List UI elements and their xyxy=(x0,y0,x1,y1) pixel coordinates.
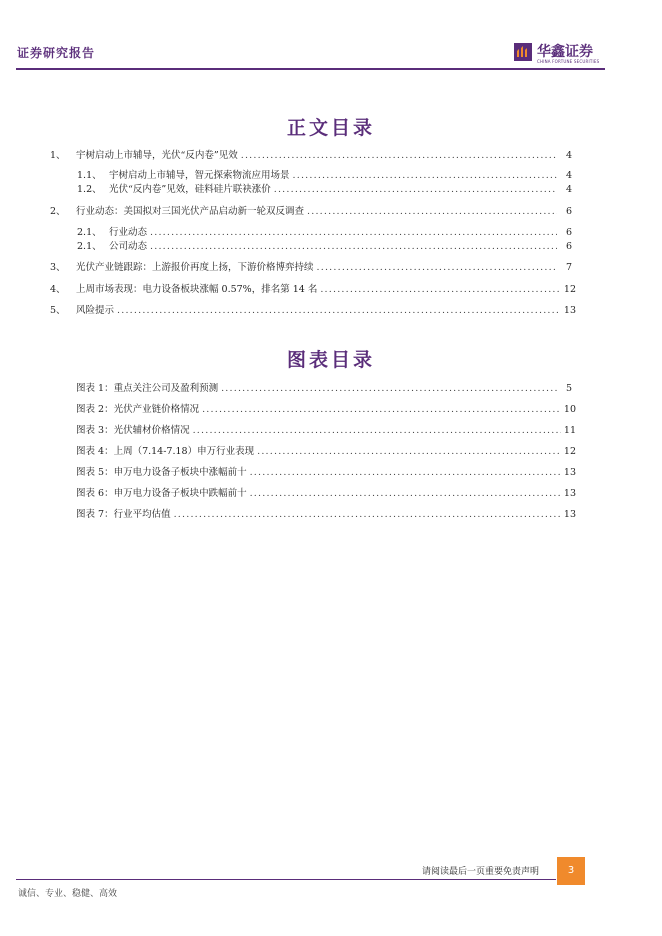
toc-leader-dots xyxy=(274,184,557,195)
toc-entry[interactable] xyxy=(77,224,572,238)
toc-leader-dots xyxy=(202,404,561,415)
toc-entry-page: 4 xyxy=(565,184,572,195)
figure-toc-entry[interactable] xyxy=(76,401,576,415)
toc-entry-text: 行业动态 xyxy=(109,227,148,238)
toc-entry-page: 6 xyxy=(565,241,572,252)
toc-leader-dots xyxy=(307,206,557,217)
figure-toc-entry[interactable] xyxy=(76,506,576,520)
figure-toc-entry[interactable] xyxy=(76,464,576,478)
toc-entry-page: 6 xyxy=(565,206,572,217)
toc-entry-page: 4 xyxy=(565,170,572,181)
toc-entry-number: 5、 xyxy=(50,305,66,316)
toc-entry-page: 12 xyxy=(563,284,576,295)
toc-entry-number: 3、 xyxy=(50,262,66,273)
toc-leader-dots xyxy=(193,425,561,436)
toc-entry-text: 上周市场表现：电力设备板块涨幅 0.57%，排名第 14 名 xyxy=(76,284,318,295)
figure-toc-entry-text: 图表 4：上周（7.14-7.18）申万行业表现 xyxy=(76,446,255,457)
toc-entry-number: 1、 xyxy=(50,150,66,161)
header-divider xyxy=(16,68,605,70)
toc-entry-page: 7 xyxy=(565,262,572,273)
figure-toc-entry[interactable] xyxy=(76,380,572,394)
figure-toc-entry-text: 图表 1：重点关注公司及盈利预测 xyxy=(76,383,219,394)
toc-entry-number: 2.1、 xyxy=(77,227,102,238)
toc-entry-page: 4 xyxy=(565,150,572,161)
toc-leader-dots xyxy=(221,383,557,394)
figure-toc-entry-page: 10 xyxy=(563,404,576,415)
figure-toc-entry-page: 5 xyxy=(565,383,572,394)
figure-toc-entry-text: 图表 2：光伏产业链价格情况 xyxy=(76,404,200,415)
toc-entry[interactable] xyxy=(77,181,572,195)
toc-entry-number: 1.2、 xyxy=(77,184,102,195)
figure-toc-entry-page: 12 xyxy=(563,446,576,457)
figure-toc-entry-text: 图表 6：申万电力设备子板块中跌幅前十 xyxy=(76,488,247,499)
toc-leader-dots xyxy=(150,241,557,252)
logo-name-en: CHINA FORTUNE SECURITIES xyxy=(537,59,600,64)
toc-entry-text: 风险提示 xyxy=(76,305,115,316)
toc-entry-number: 2.1、 xyxy=(77,241,102,252)
figure-toc-entry-text: 图表 7：行业平均估值 xyxy=(76,509,171,520)
figure-toc-entry-page: 13 xyxy=(563,467,576,478)
figure-toc-entry[interactable] xyxy=(76,422,576,436)
figure-toc-entry-page: 11 xyxy=(563,425,576,436)
toc-leader-dots xyxy=(293,170,557,181)
toc-leader-dots xyxy=(250,488,561,499)
toc-entry[interactable] xyxy=(50,147,572,161)
disclaimer-note: 请阅读最后一页重要免责声明 xyxy=(422,867,540,877)
page-number: 3 xyxy=(557,857,585,885)
toc-leader-dots xyxy=(150,227,557,238)
figure-toc-entry[interactable] xyxy=(76,443,576,457)
logo-name-cn: 华鑫证券 xyxy=(537,44,593,60)
toc-entry-number: 2、 xyxy=(50,206,66,217)
figure-toc-entry-page: 13 xyxy=(563,488,576,499)
toc-entry[interactable] xyxy=(50,203,572,217)
toc-leader-dots xyxy=(174,509,561,520)
toc-entry-text: 行业动态：美国拟对三国光伏产品启动新一轮双反调查 xyxy=(76,206,305,217)
figure-toc-entry-page: 13 xyxy=(563,509,576,520)
figure-toc-entry-text: 图表 3：光伏辅材价格情况 xyxy=(76,425,190,436)
logo-icon xyxy=(514,43,532,61)
toc-leader-dots xyxy=(241,150,557,161)
toc-leader-dots xyxy=(250,467,561,478)
toc-leader-dots xyxy=(320,284,561,295)
main-toc-title: 正文目录 xyxy=(286,117,375,139)
toc-entry-page: 13 xyxy=(563,305,576,316)
toc-leader-dots xyxy=(317,262,557,273)
toc-entry-text: 公司动态 xyxy=(109,241,148,252)
toc-entry[interactable] xyxy=(77,238,572,252)
toc-entry[interactable] xyxy=(50,259,572,273)
toc-entry-text: 宇树启动上市辅导，智元探索物流应用场景 xyxy=(109,170,290,181)
company-slogan: 诚信、专业、稳健、高效 xyxy=(18,889,118,899)
figure-toc-entry-text: 图表 5：申万电力设备子板块中涨幅前十 xyxy=(76,467,247,478)
toc-entry-text: 光伏“反内卷”见效，硅料硅片联袂涨价 xyxy=(109,184,271,195)
footer-divider xyxy=(16,879,556,880)
figure-toc-title: 图表目录 xyxy=(286,349,375,371)
toc-leader-dots xyxy=(117,305,561,316)
company-logo xyxy=(514,41,610,67)
report-type-label: 证券研究报告 xyxy=(17,46,96,60)
figure-toc-entry[interactable] xyxy=(76,485,576,499)
toc-entry-number: 4、 xyxy=(50,284,66,295)
toc-entry[interactable] xyxy=(77,167,572,181)
toc-entry-text: 光伏产业链跟踪：上游报价再度上扬，下游价格博弈持续 xyxy=(76,262,314,273)
toc-entry[interactable] xyxy=(50,281,576,295)
toc-entry-text: 宇树启动上市辅导，光伏“反内卷”见效 xyxy=(76,150,238,161)
toc-entry-number: 1.1、 xyxy=(77,170,102,181)
toc-leader-dots xyxy=(257,446,561,457)
toc-entry[interactable] xyxy=(50,302,576,316)
toc-entry-page: 6 xyxy=(565,227,572,238)
